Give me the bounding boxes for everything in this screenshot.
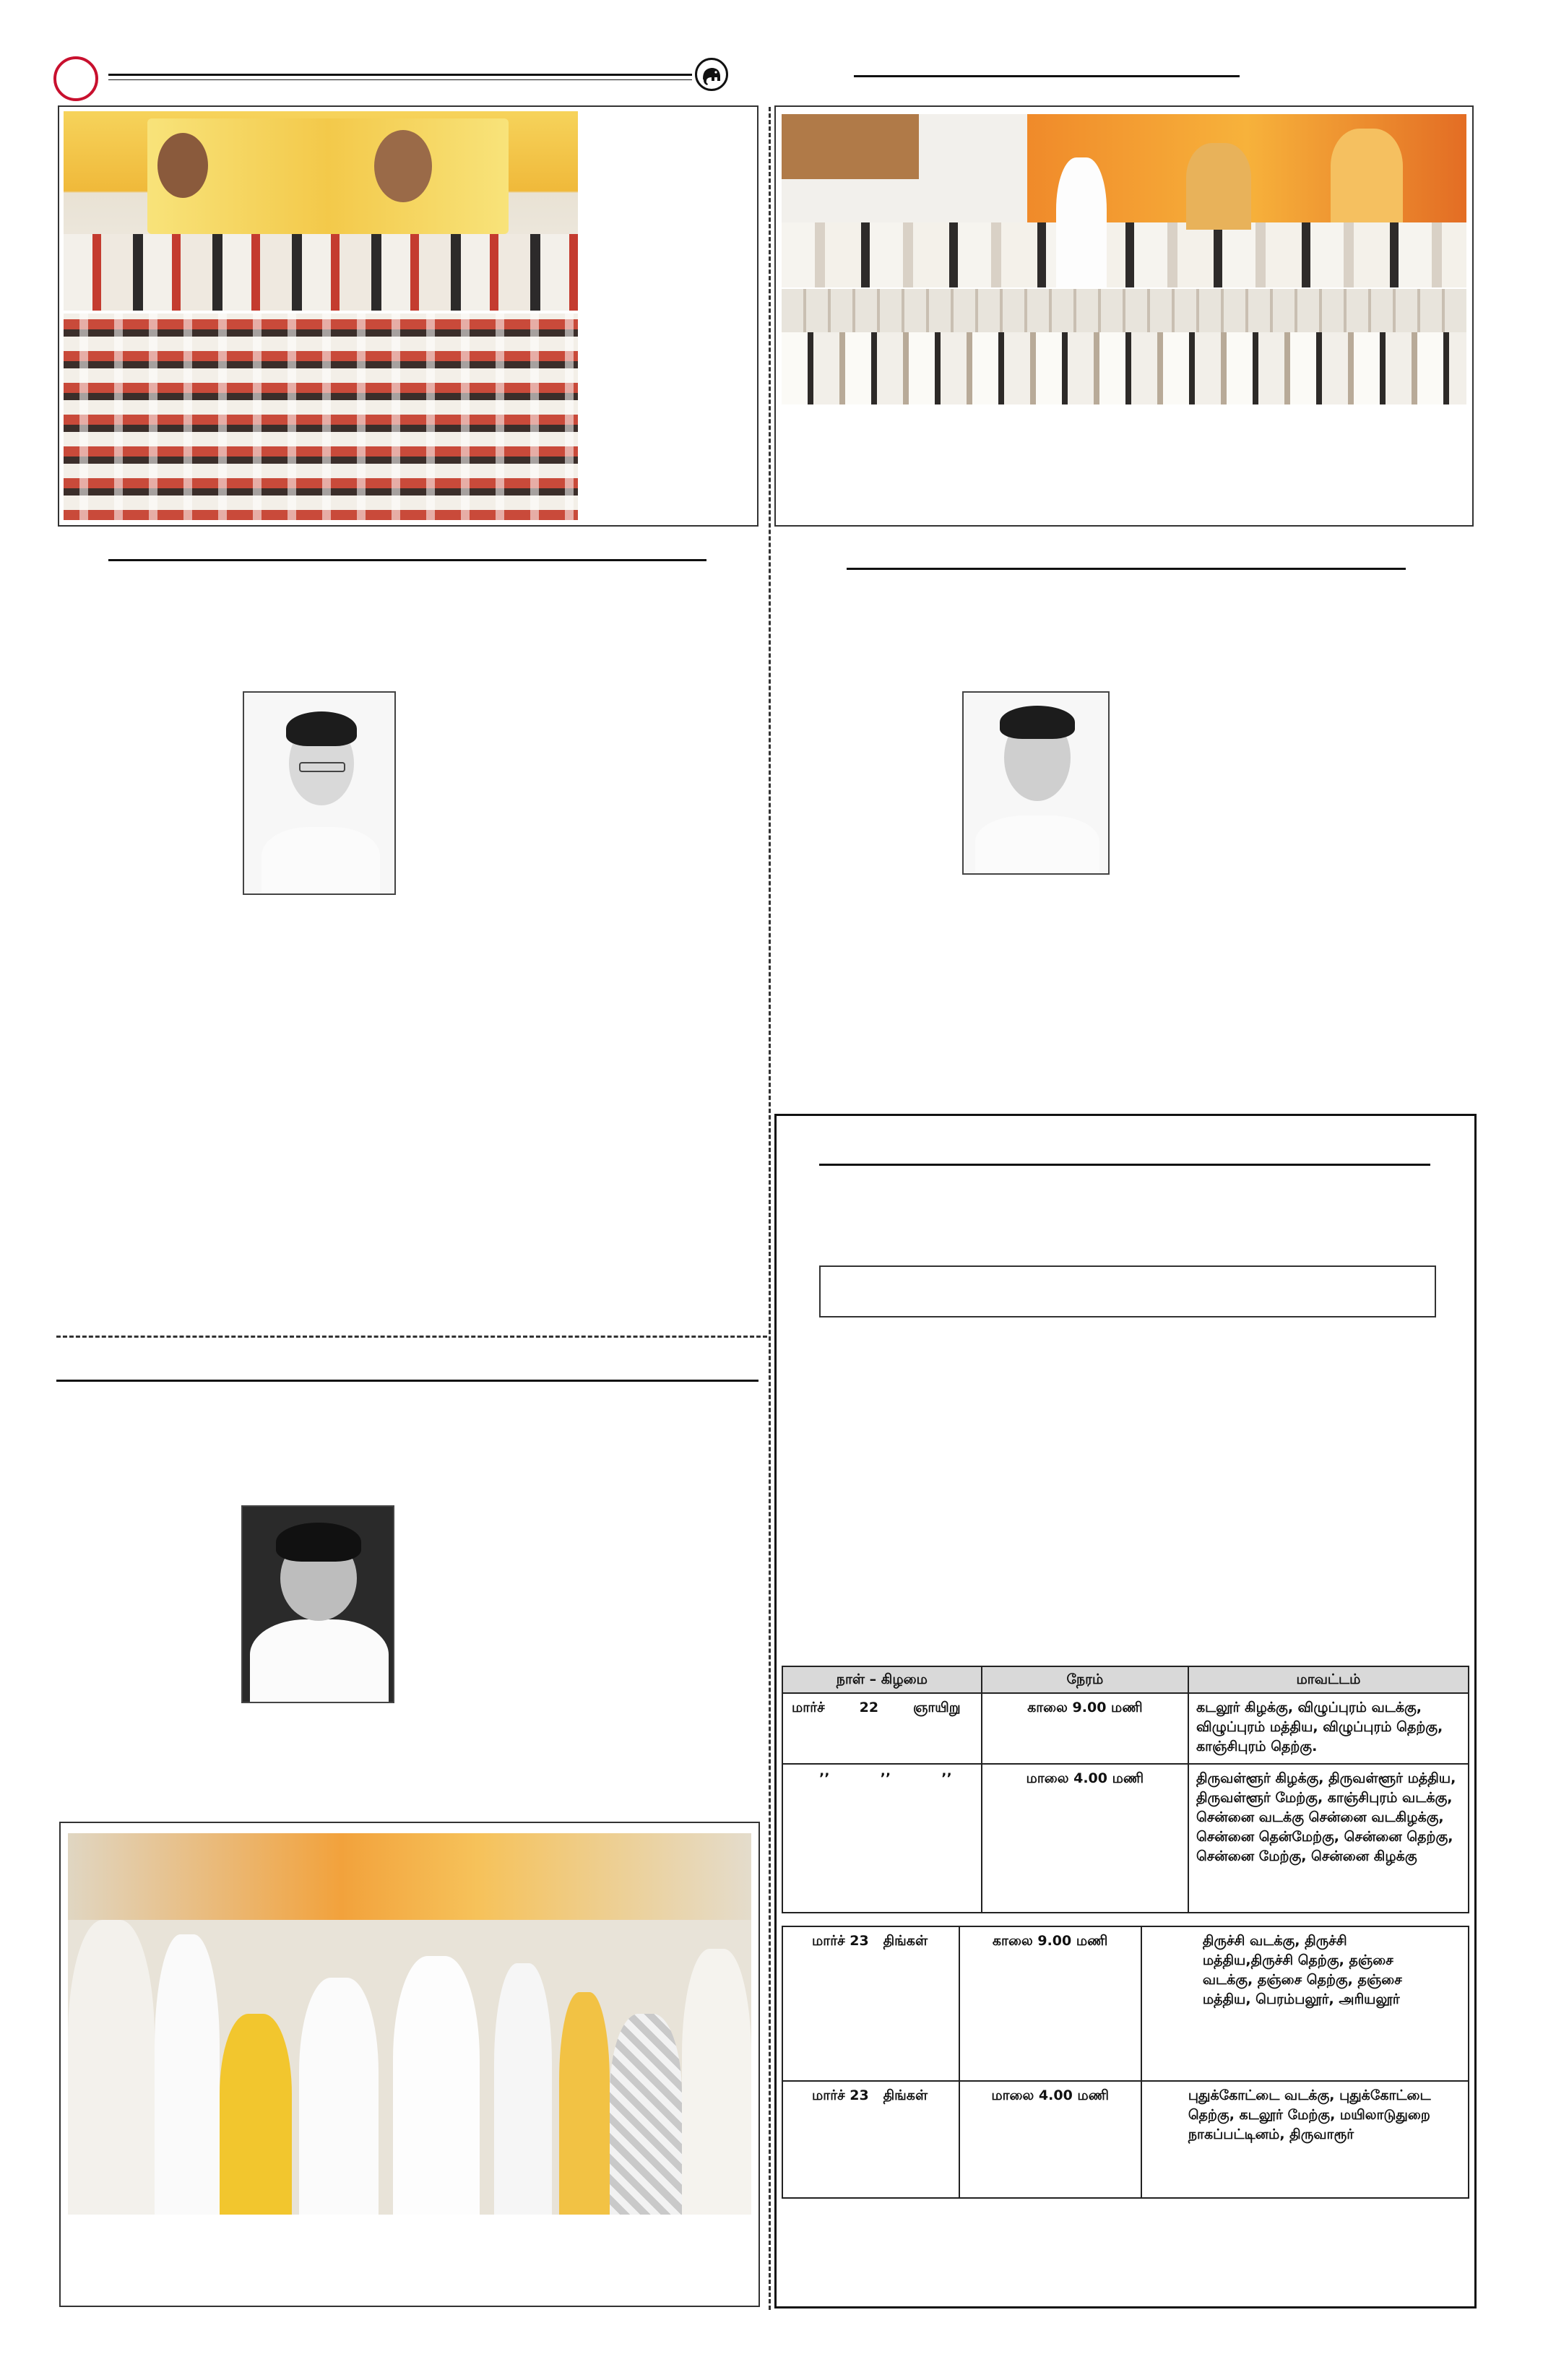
- header-circle: [53, 56, 98, 101]
- row-time: மாலை 4.00 மணி: [982, 1764, 1188, 1913]
- schedule-table-1: [782, 1666, 1469, 1913]
- row-districts: திருவள்ளூர் கிழக்கு, திருவள்ளூர் மத்திய, திருவள்ளூர் மேற்கு, காஞ்சிபுரம் வடக்கு, சென்னை வடக்கு சென்னை வடகிழக்கு, சென்னை தென்மேற்கு, சென்னை தெற்கு, சென்னை மேற்கு, சென்னை கிழக்கு: [1188, 1764, 1469, 1913]
- row-time: மாலை 4.00 மணி: [959, 2081, 1141, 2198]
- left-column-divider: [56, 1336, 767, 1338]
- article-1-headline-rule: [108, 559, 706, 561]
- row-districts: புதுக்கோட்டை வடக்கு, புதுக்கோட்டை தெற்கு, கடலூர் மேற்கு, மயிலாடுதுறை நாகப்பட்டினம், திருவாரூர்: [1141, 2081, 1469, 2198]
- hall-audience-photo: [782, 289, 1466, 404]
- row-time: காலை 9.00 மணி: [982, 1693, 1188, 1764]
- group-photo: [68, 1833, 751, 2215]
- row-month: ’’: [819, 1770, 830, 1786]
- article-2-headline-rule: [847, 568, 1406, 570]
- leader-portrait-3: [241, 1505, 394, 1703]
- row-month: மார்ச்: [792, 1700, 825, 1715]
- schedule-row: [782, 1693, 1469, 1764]
- stage-speaker-orange-banner-photo: [782, 114, 1466, 287]
- schedule-subhead-box: [819, 1265, 1436, 1317]
- row-districts: கடலூர் கிழக்கு, விழுப்புரம் வடக்கு, விழுப்புரம் மத்திய, விழுப்புரம் தெற்கு, காஞ்சிபுரம் தெற்கு.: [1188, 1693, 1469, 1764]
- header-rule-right: [854, 75, 1240, 77]
- schedule-table-2: [782, 1926, 1469, 2199]
- group-photo-frame: [59, 1822, 760, 2307]
- article-3-headline-rule: [56, 1380, 758, 1382]
- row-weekday: ’’: [941, 1770, 952, 1786]
- row-districts: திருச்சி வடக்கு, திருச்சி மத்திய,திருச்சி தெற்கு, தஞ்சை வடக்கு, தஞ்சை தெற்கு, தஞ்சை மத்திய, பெரம்பலூர், அரியலூர்: [1141, 1926, 1469, 2081]
- schedule-row: [782, 2081, 1469, 2198]
- leader-portrait-1: [243, 691, 396, 895]
- schedule-row: [782, 1764, 1469, 1913]
- row-weekday: திங்கள்: [883, 1933, 928, 1949]
- top-right-photo-frame: [774, 105, 1474, 527]
- row-weekday: ஞாயிறு: [912, 1700, 961, 1715]
- party-elephant-icon: [695, 58, 728, 91]
- row-day: ’’: [880, 1770, 891, 1786]
- header-date: நாள் – கிழமை: [782, 1666, 982, 1693]
- row-date: மார்ச் 23: [812, 1933, 869, 1949]
- header-rule-left: [108, 74, 692, 76]
- schedule-row: [782, 1926, 1469, 2081]
- leader-portrait-2: [962, 691, 1110, 875]
- header-rule-left-thin: [108, 79, 692, 80]
- column-separator: [769, 107, 771, 2310]
- audience-photo: [64, 313, 578, 520]
- top-left-photo-frame: [58, 105, 758, 527]
- row-weekday: திங்கள்: [883, 2087, 928, 2103]
- row-date: மார்ச் 23: [812, 2087, 869, 2103]
- row-day: 22: [859, 1700, 879, 1715]
- stage-speaker-photo: [64, 111, 578, 311]
- row-time: காலை 9.00 மணி: [959, 1926, 1141, 2081]
- schedule-headline-rule: [819, 1164, 1430, 1166]
- header-district: மாவட்டம்: [1188, 1666, 1469, 1693]
- header-time: நேரம்: [982, 1666, 1188, 1693]
- schedule-header-row: [782, 1666, 1469, 1693]
